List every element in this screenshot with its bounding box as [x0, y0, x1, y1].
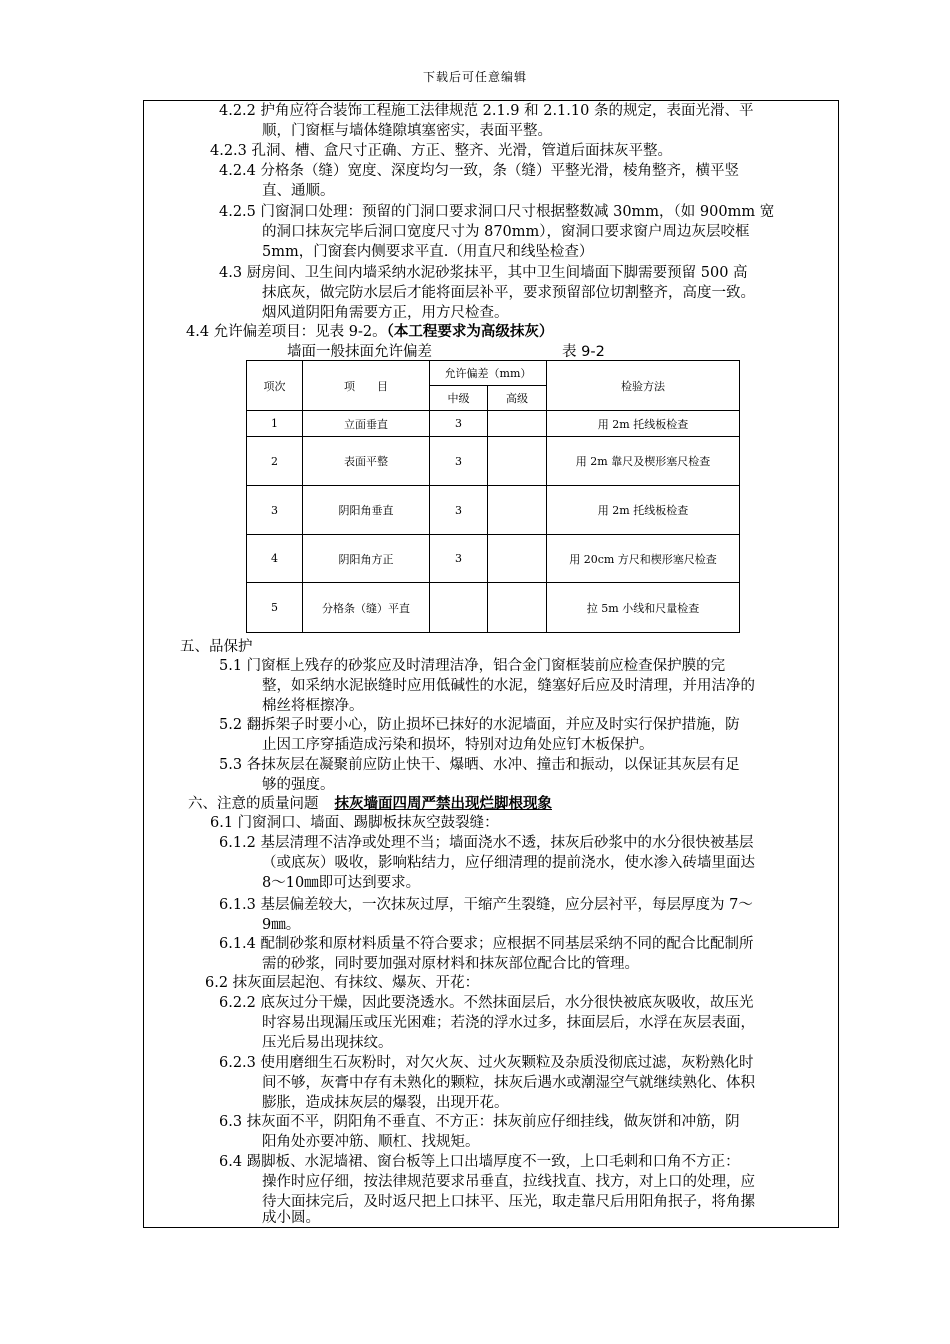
section-title-text: 六、注意的质量问题	[188, 796, 319, 812]
cell-high	[488, 411, 547, 437]
cell-item: 分格条（缝）平直	[303, 583, 430, 633]
allowance-note: （本工程要求为高级抹灰）	[386, 323, 554, 340]
header-item: 项 目	[303, 361, 430, 411]
cell-item: 表面平整	[303, 437, 430, 486]
text-line	[186, 322, 553, 342]
cell-no: 5	[247, 583, 303, 633]
text-line: 棉丝将框擦净。	[262, 698, 364, 714]
text-line: 6.1.2 基层清理不洁净或处理不当；墙面浇水不透，抹灰后砂浆中的水分很快被基层	[219, 835, 754, 851]
text-line: 直、通顺。	[262, 183, 335, 199]
cell-mid: 3	[430, 411, 488, 437]
text-line: （或底灰）吸收，影响粘结力，应仔细清理的提前浇水，使水渗入砖墙里面达	[262, 855, 755, 871]
table-row	[247, 411, 740, 437]
cell-mid: 3	[430, 535, 488, 583]
table-row	[247, 583, 740, 633]
cell-no: 4	[247, 535, 303, 583]
text-line: 顺，门窗框与墙体缝隙填塞密实，表面平整。	[262, 123, 552, 139]
text-line: 6.1 门窗洞口、墙面、踢脚板抹灰空鼓裂缝：	[210, 815, 499, 831]
text-line: 需的砂浆，同时要加强对原材料和抹灰部位配合比的管理。	[262, 956, 639, 972]
text-line: 4.2.5 门窗洞口处理：预留的门洞口要求洞口尺寸根据整数减 30mm，（如 900mm 宽	[219, 204, 775, 220]
text-line: 操作时应仔细，按法律规范要求吊垂直，拉线找直、找方，对上口的处理，应	[262, 1174, 755, 1190]
cell-high	[488, 535, 547, 583]
header-method: 检验方法	[547, 361, 740, 411]
table-row	[247, 486, 740, 535]
text-line: 4.2.3 孔洞、槽、盒尺寸正确、方正、整齐、光滑，管道后面抹灰平整。	[210, 143, 673, 159]
cell-item: 立面垂直	[303, 411, 430, 437]
deviation-table	[246, 360, 740, 633]
cell-mid	[430, 583, 488, 633]
cell-no: 1	[247, 411, 303, 437]
cell-item: 阴阳角方正	[303, 535, 430, 583]
cell-item: 阴阳角垂直	[303, 486, 430, 535]
cell-mid: 3	[430, 486, 488, 535]
cell-no: 2	[247, 437, 303, 486]
text-line: 4.3 厨房间、卫生间内墙采纳水泥砂浆抹平，其中卫生间墙面下脚需要预留 500 高	[219, 265, 748, 281]
text-line: 5.3 各抹灰层在凝聚前应防止快干、爆晒、水冲、撞击和振动，以保证其灰层有足	[219, 757, 740, 773]
header-high: 高级	[488, 386, 547, 411]
cell-method: 用 2m 托线板检查	[547, 486, 740, 535]
section-title-warning: 抹灰墙面四周严禁出现烂脚根现象	[334, 795, 552, 812]
text-line: 止因工序穿插造成污染和损坏，特别对边角处应钉木板保护。	[262, 737, 654, 753]
text-line: 4.2.2 护角应符合装饰工程施工法律规范 2.1.9 和 2.1.10 条的规定，表面光滑、平	[219, 103, 754, 119]
table-caption: 墙面一般抹面允许偏差	[287, 344, 432, 360]
section-title: 五、品保护	[180, 639, 253, 655]
allowance-label: 4.4 允许偏差项目：见表 9-2。	[186, 324, 387, 340]
text-line: 烟风道阴阳角需要方正，用方尺检查。	[262, 305, 509, 321]
text-line: 间不够，灰膏中存有未熟化的颗粒，抹灰后遇水或潮湿空气就继续熟化、体积	[262, 1075, 755, 1091]
text-line: 的洞口抹灰完毕后洞口宽度尺寸为 870mm），窗洞口要求窗户周边灰层咬框	[262, 224, 750, 240]
text-line: 阳角处亦要冲筋、顺杠、找规矩。	[262, 1134, 480, 1150]
text-line: 6.3 抹灰面不平，阴阳角不垂直、不方正：抹灰前应仔细挂线，做灰饼和冲筋，阴	[219, 1114, 740, 1130]
text-line: 9㎜。	[262, 917, 301, 933]
cell-method: 拉 5m 小线和尺量检查	[547, 583, 740, 633]
cell-mid: 3	[430, 437, 488, 486]
cell-method: 用 2m 靠尺及楔形塞尺检查	[547, 437, 740, 486]
table-row	[247, 437, 740, 486]
cell-method: 用 2m 托线板检查	[547, 411, 740, 437]
text-line: 6.2.3 使用磨细生石灰粉时，对欠火灰、过火灰颗粒及杂质没彻底过滤，灰粉熟化时	[219, 1055, 754, 1071]
text-line: 6.4 踢脚板、水泥墙裙、窗台板等上口出墙厚度不一致，上口毛刺和口角不方正：	[219, 1154, 740, 1170]
text-line: 压光后易出现抹纹。	[262, 1035, 393, 1051]
text-line: 抹底灰，做完防水层后才能将面层补平，要求预留部位切割整齐，高度一致。	[262, 285, 755, 301]
text-line: 6.2.2 底灰过分干燥，因此要浇透水。不然抹面层后，水分很快被底灰吸收，故压光	[219, 995, 754, 1011]
text-line: 6.1.4 配制砂浆和原材料质量不符合要求；应根据不同基层采纳不同的配合比配制所	[219, 936, 754, 952]
text-line: 8～10㎜即可达到要求。	[262, 875, 421, 891]
cell-no: 3	[247, 486, 303, 535]
cell-high	[488, 583, 547, 633]
table-row	[247, 535, 740, 583]
table-number: 表 9-2	[562, 344, 605, 360]
cell-high	[488, 486, 547, 535]
cell-high	[488, 437, 547, 486]
header-mid: 中级	[430, 386, 488, 411]
page-header: 下载后可任意编辑	[422, 70, 527, 84]
text-line: 够的强度。	[262, 777, 335, 793]
text-line: 成小圆。	[262, 1210, 320, 1226]
text-line: 膨胀，造成抹灰层的爆裂，出现开花。	[262, 1095, 509, 1111]
text-line: 时容易出现漏压或压光困难；若浇的浮水过多，抹面层后，水浮在灰层表面，	[262, 1015, 755, 1031]
header-deviation: 允许偏差（mm）	[430, 361, 547, 386]
text-line: 5.2 翻拆架子时要小心，防止损坏已抹好的水泥墙面，并应及时实行保护措施，防	[219, 717, 740, 733]
text-line: 5.1 门窗框上残存的砂浆应及时清理洁净，铝合金门窗框装前应检查保护膜的完	[219, 658, 726, 674]
cell-method: 用 20cm 方尺和楔形塞尺检查	[547, 535, 740, 583]
text-line: 整，如采纳水泥嵌缝时应用低碱性的水泥，缝塞好后应及时清理，并用洁净的	[262, 678, 755, 694]
text-line: 4.2.4 分格条（缝）宽度、深度均匀一致，条（缝）平整光滑，棱角整齐，横平竖	[219, 163, 740, 179]
text-line: 5mm，门窗套内侧要求平直.（用直尺和线坠检查）	[262, 244, 594, 260]
text-line: 待大面抹完后，及时返尺把上口抹平、压光，取走靠尺后用阳角抿子，将角摞	[262, 1194, 755, 1210]
header-no: 项次	[247, 361, 303, 411]
text-line: 6.2 抹灰面层起泡、有抹纹、爆灰、开花：	[205, 975, 480, 991]
text-line: 6.1.3 基层偏差较大，一次抹灰过厚，干缩产生裂缝，应分层衬平，每层厚度为 7～	[219, 897, 753, 913]
section-title	[188, 794, 552, 814]
